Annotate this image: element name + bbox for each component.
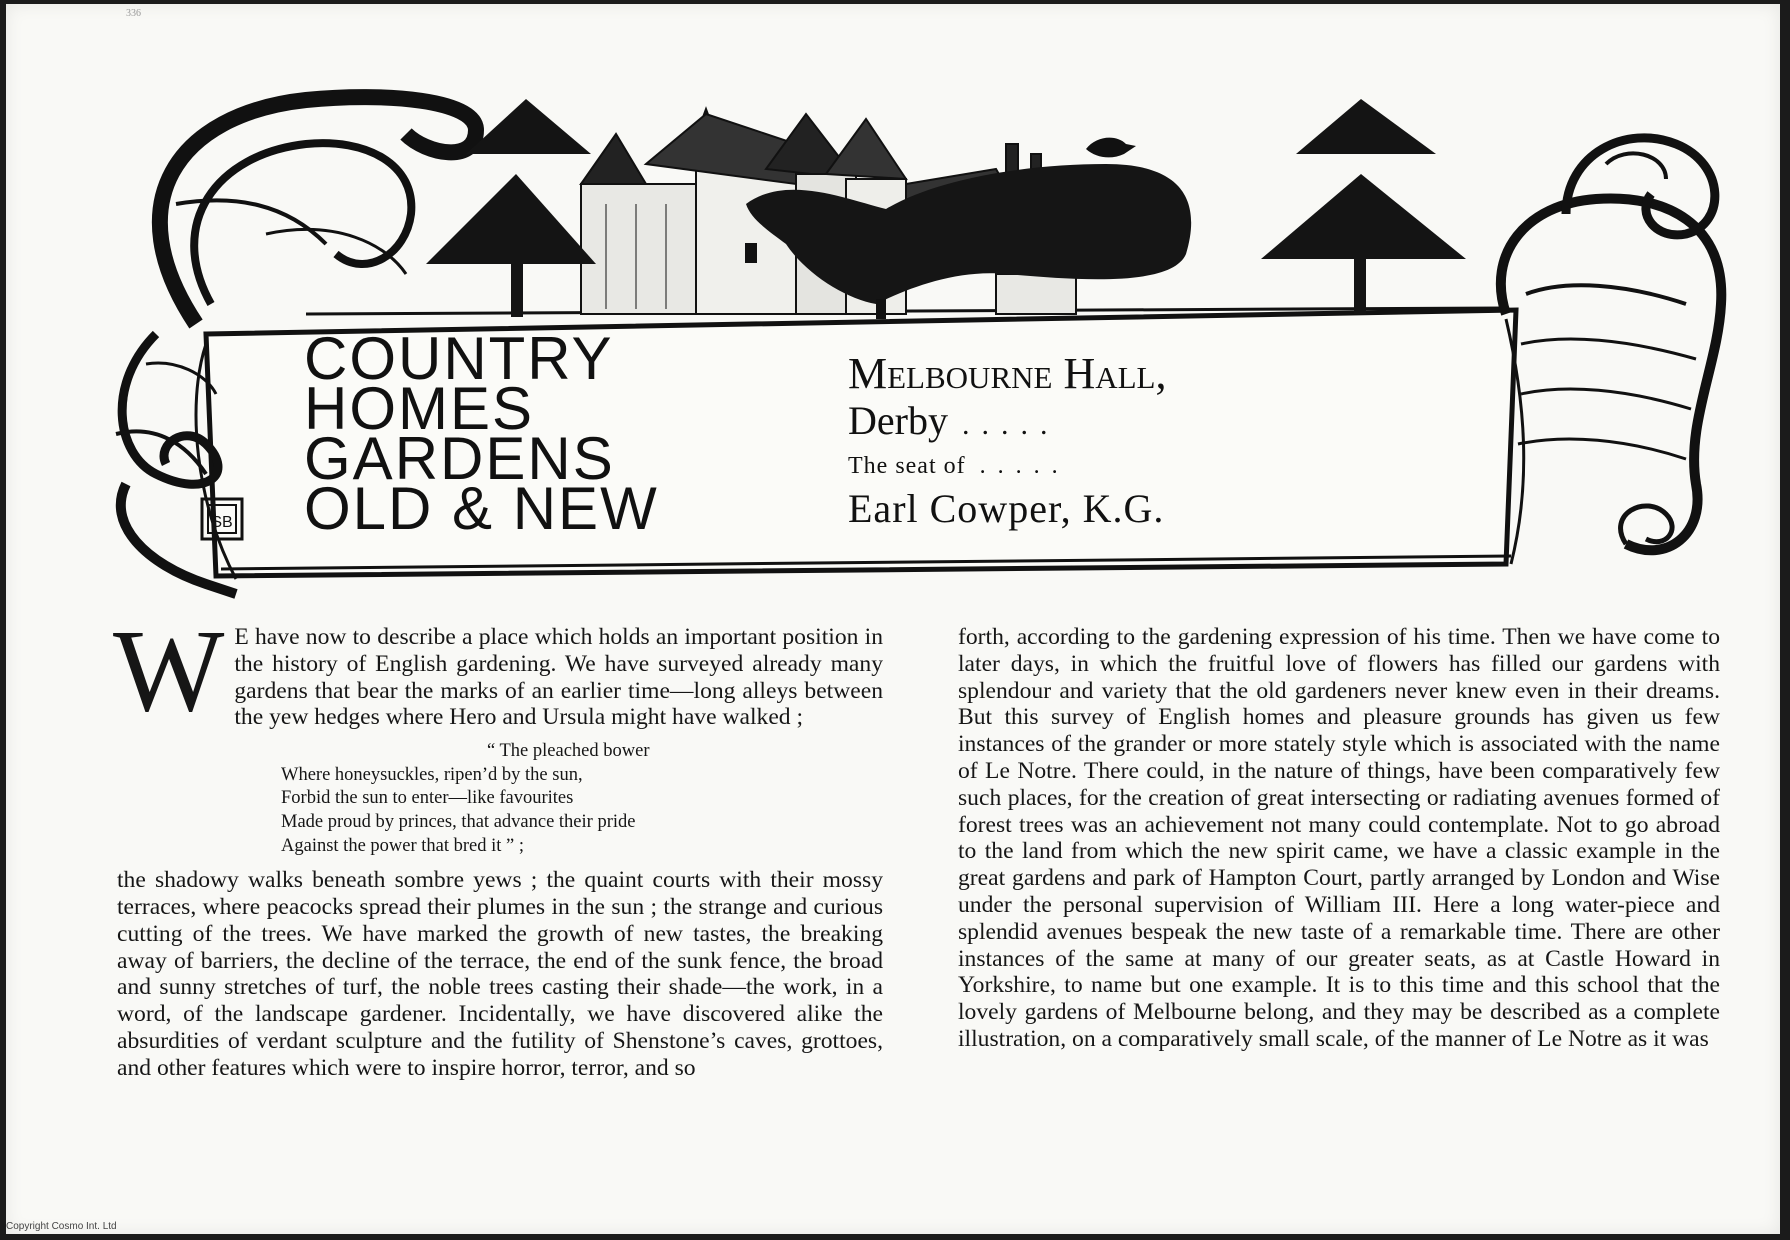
tree-illustration bbox=[1261, 99, 1466, 314]
right-scroll-curl bbox=[1501, 138, 1721, 550]
body-paragraph: the shadowy walks beneath sombre yews ; the quaint courts with their mossy terraces, where peacocks spread their plumes in the sun ; the strange and curious cutting of the trees. We have marked the growth of new tastes, the breaking away of barriers, the decline of the terrace, the end of the sunk fence, the broad and sunny stretches of turf, the noble trees casting their shade—the work, in a word, of the landscape gardener. Incidentally, we have discovered alike the absurdities of verdant sculpture and the futility of Shenstone’s caves, grottoes, and other features which were to inspire horror, terror, and so bbox=[117, 867, 883, 1081]
verse-line: Made proud by princes, that advance their pride bbox=[281, 811, 636, 832]
title-line: HOMES bbox=[304, 375, 535, 442]
bird-illustration bbox=[1086, 138, 1136, 158]
svg-text:SB: SB bbox=[211, 514, 233, 531]
article-column-right bbox=[958, 624, 1720, 1053]
verse-line: “ The pleached bower bbox=[487, 741, 650, 762]
magazine-page bbox=[6, 4, 1780, 1234]
county-name: Derby bbox=[848, 398, 948, 443]
place-name: Melbourne Hall, bbox=[848, 349, 1167, 398]
verse-line: Against the power that bred it ” ; bbox=[281, 835, 525, 856]
monogram bbox=[202, 499, 242, 539]
title-line: COUNTRY bbox=[304, 325, 614, 392]
page-number: 336 bbox=[126, 8, 141, 19]
intro-paragraph bbox=[113, 605, 883, 736]
article-subtitle: Melbourne Hall, Derby ..... The seat of ..... Earl Cowper, K.G. bbox=[848, 349, 1348, 533]
seat-label: The seat of bbox=[848, 453, 966, 479]
owner-name: Earl Cowper, K.G. bbox=[848, 486, 1165, 531]
copyright-notice: Copyright Cosmo Int. Ltd bbox=[6, 1221, 117, 1232]
intro-text: E have now to describe a place which holds an important position in the history of English gardening. We have surveyed already many gardens that bear the marks of an earlier time—long alleys between the yew hedges where Hero and Ursula might have walked ; bbox=[234, 624, 883, 731]
title-line: OLD & NEW bbox=[304, 475, 659, 542]
verse-line: Forbid the sun to enter—like favourites bbox=[281, 788, 574, 809]
article-column-left bbox=[113, 605, 883, 1082]
drop-cap: W bbox=[113, 605, 225, 736]
verse-quotation bbox=[281, 740, 883, 858]
body-paragraph: forth, according to the gardening expression of his time. Then we have come to later days, in which the fruitful love of flowers has filled our gardens with splendour and variety that the old gardeners never knew even in their dreams. But this survey of English homes and pleasure grounds has given us few instances of the grander or more stately style which is associated with the name of Le Notre. There could, in the nature of things, have been comparatively few such places, for the creation of great intersecting or radiating avenues formed of forest trees was an achievement not many could contemplate. Not to go abroad to the land from which the new spirit came, we have a classic example in the great gardens and park of Hampton Court, partly arranged by London and Wise under the personal supervision of William III. Here a long water-piece and splendid avenues bespeak the new taste of a remarkable time. There are other instances of the same at many of our greater seats, as at Castle Howard in Yorkshire, to name but one example. It is to this time and this school that the lovely gardens of Melbourne belong, and they may be described as a complete illustration, on a comparatively small scale, of the manner of Le Notre as it was bbox=[958, 624, 1720, 1052]
tree-illustration bbox=[426, 99, 596, 317]
title-line: GARDENS bbox=[304, 425, 615, 492]
verse-line: Where honeysuckles, ripen’d by the sun, bbox=[281, 764, 583, 785]
series-title bbox=[304, 325, 734, 542]
